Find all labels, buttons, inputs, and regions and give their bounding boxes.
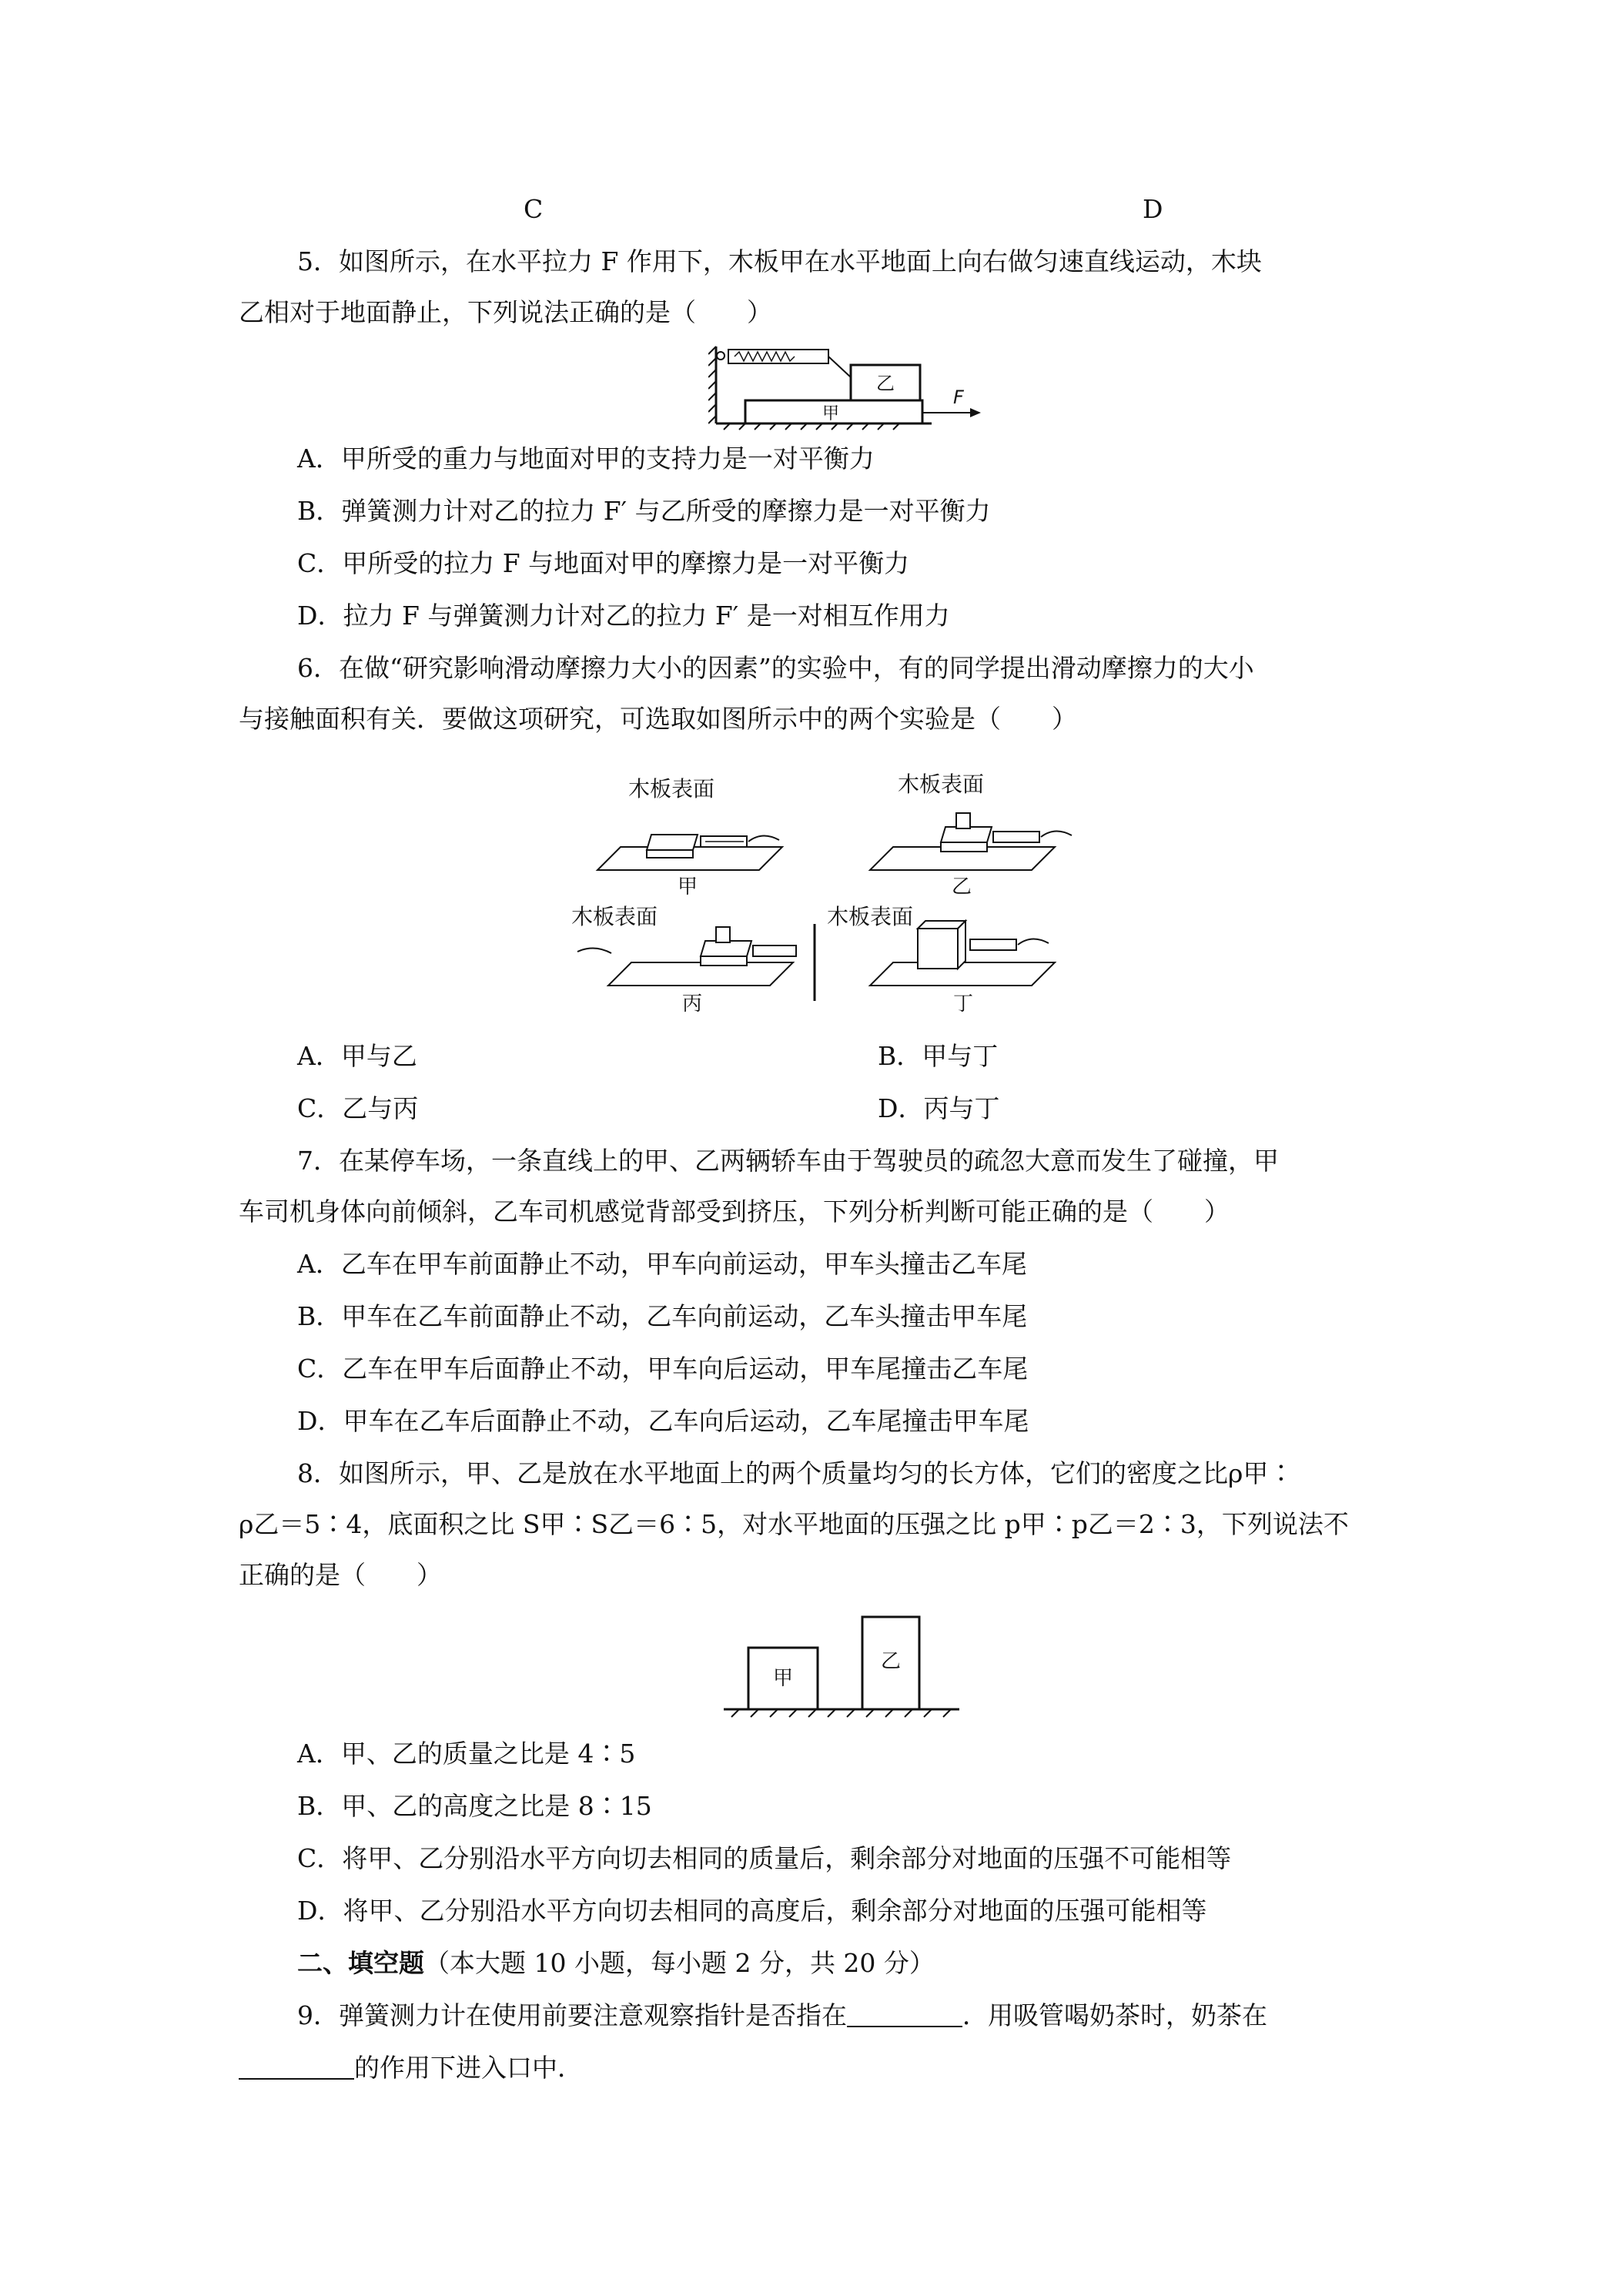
question-5-option-b: B．弹簧测力计对乙的拉力 F′ 与乙所受的摩擦力是一对平衡力 [297, 496, 991, 526]
surface-label: 木板表面 [571, 904, 658, 929]
question-8-line-3: 正确的是（ ） [239, 1560, 442, 1590]
question-7-option-a: A．乙车在甲车前面静止不动，甲车向前运动，甲车头撞击乙车尾 [297, 1249, 1027, 1279]
question-7-line-1: 7．在某停车场，一条直线上的甲、乙两辆轿车由于驾驶员的疏忽大意而发生了碰撞，甲 [297, 1146, 1279, 1176]
question-6-figure [570, 770, 1109, 1016]
section-heading [297, 1946, 935, 1980]
option-label-c: C [524, 194, 544, 224]
question-9-text-3: 的作用下进入口中． [354, 2053, 583, 2083]
question-6-option-a: A．甲与乙 [297, 1041, 417, 1071]
force-arrowhead [970, 408, 981, 417]
question-5-option-c: C．甲所受的拉力 F 与地面对甲的摩擦力是一对平衡力 [297, 548, 910, 578]
experiment-jia [597, 776, 782, 899]
label-ding: 丁 [953, 992, 974, 1016]
answer-blank-1[interactable] [847, 2003, 962, 2027]
section-note: （本大题 10 小题，每小题 2 分，共 20 分） [424, 1948, 935, 1978]
force-label: F [953, 387, 964, 408]
question-7-option-b: B．甲车在乙车前面静止不动，乙车向前运动，乙车头撞击甲车尾 [297, 1301, 1028, 1331]
question-5-option-a: A．甲所受的重力与地面对甲的支持力是一对平衡力 [297, 443, 875, 474]
block-jia-label: 甲 [773, 1667, 794, 1690]
question-8-line-2: ρ乙＝5∶4，底面积之比 S甲∶S乙＝6∶5，对水平地面的压强之比 p甲∶p乙＝2∶3，下列说法不 [239, 1509, 1349, 1539]
question-5-line-1: 5．如图所示，在水平拉力 F 作用下，木板甲在水平地面上向右做匀速直线运动，木块 [297, 246, 1262, 276]
block-yi-label: 乙 [881, 1650, 902, 1673]
question-8-option-a: A．甲、乙的质量之比是 4∶5 [297, 1739, 636, 1769]
question-8-option-b: B．甲、乙的高度之比是 8∶15 [297, 1791, 652, 1821]
option-label-d: D [1143, 194, 1163, 224]
experiment-bing [571, 904, 815, 1016]
label-yi: 乙 [952, 875, 972, 899]
question-6-line-2: 与接触面积有关．要做这项研究，可选取如图所示中的两个实验是（ ） [239, 704, 1077, 734]
question-5-figure [708, 339, 986, 431]
question-7-line-2: 车司机身体向前倾斜，乙车司机感觉背部受到挤压，下列分析判断可能正确的是（ ） [239, 1197, 1230, 1227]
question-9-text-2: ．用吸管喝奶茶时，奶茶在 [962, 2000, 1267, 2030]
surface-label: 木板表面 [898, 771, 985, 797]
section-title: 二、填空题 [297, 1948, 424, 1978]
question-7-option-d: D．甲车在乙车后面静止不动，乙车向后运动，乙车尾撞击甲车尾 [297, 1406, 1029, 1436]
question-7-option-c: C．乙车在甲车后面静止不动，甲车向后运动，甲车尾撞击乙车尾 [297, 1354, 1029, 1384]
board-label: 甲 [822, 404, 840, 423]
question-8-line-1: 8．如图所示，甲、乙是放在水平地面上的两个质量均匀的长方体，它们的密度之比ρ甲∶ [297, 1458, 1294, 1488]
surface-label: 木板表面 [628, 776, 715, 802]
question-6-option-b: B．甲与丁 [878, 1041, 999, 1071]
surface-label: 木板表面 [827, 904, 914, 929]
label-jia: 甲 [678, 875, 698, 899]
question-9-line-1 [297, 1999, 1267, 2033]
question-6-line-1: 6．在做“研究影响滑动摩擦力大小的因素”的实验中，有的同学提出滑动摩擦力的大小 [297, 653, 1254, 683]
block-label: 乙 [876, 373, 895, 394]
question-9-text-1: 9．弹簧测力计在使用前要注意观察指针是否指在 [297, 2000, 847, 2030]
spring-scale [717, 350, 851, 377]
question-5-line-2: 乙相对于地面静止，下列说法正确的是（ ） [239, 297, 772, 327]
question-5-option-d: D．拉力 F 与弹簧测力计对乙的拉力 F′ 是一对相互作用力 [297, 601, 950, 631]
answer-blank-2[interactable] [239, 2055, 354, 2080]
question-8-option-c: C．将甲、乙分别沿水平方向切去相同的质量后，剩余部分对地面的压强不可能相等 [297, 1843, 1232, 1873]
question-8-option-d: D．将甲、乙分别沿水平方向切去相同的高度后，剩余部分对地面的压强可能相等 [297, 1896, 1207, 1926]
question-6-option-d: D．丙与丁 [878, 1093, 1000, 1123]
question-9-line-2 [239, 2051, 583, 2085]
question-6-option-c: C．乙与丙 [297, 1093, 419, 1123]
experiment-yi [870, 771, 1072, 899]
question-8-figure [716, 1602, 970, 1725]
experiment-ding [827, 904, 1055, 1016]
label-bing: 丙 [682, 992, 703, 1016]
wall [708, 346, 716, 423]
